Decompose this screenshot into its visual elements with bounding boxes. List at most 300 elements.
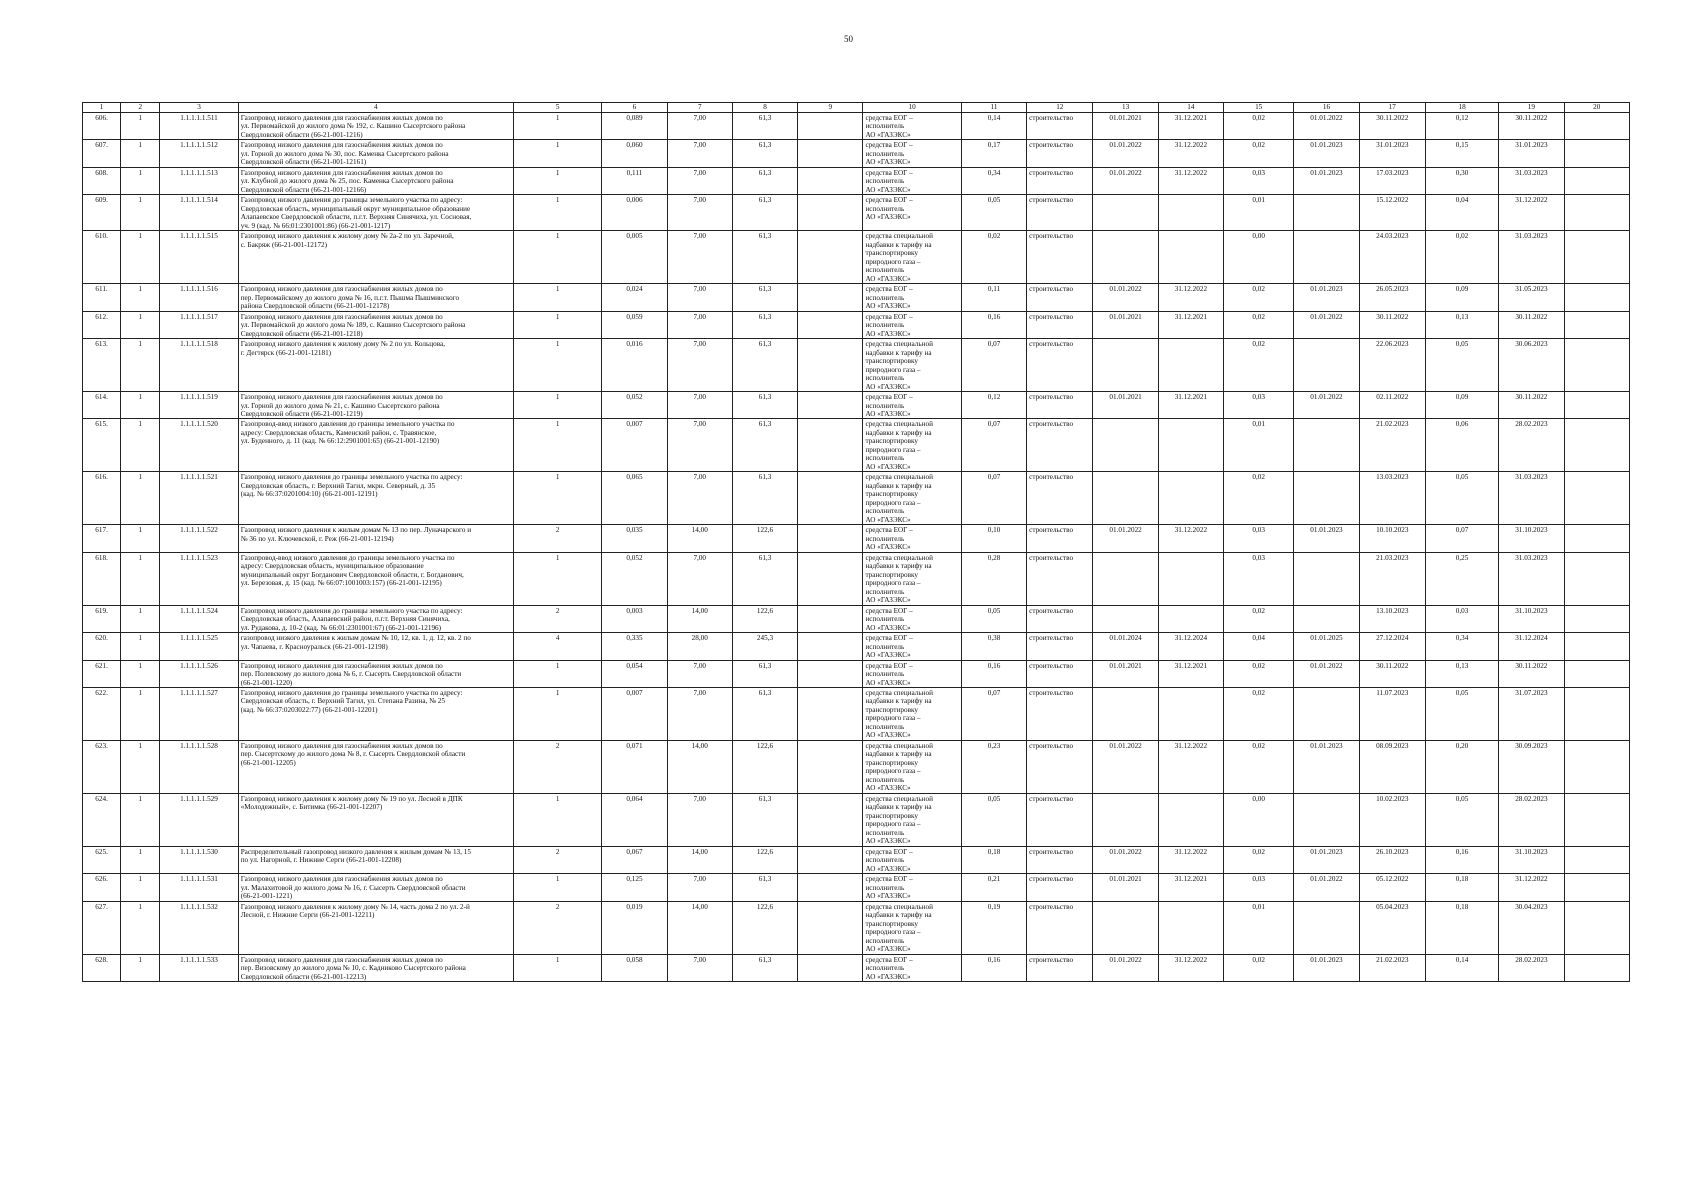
col5-value: 1: [513, 339, 601, 392]
start-date: [1093, 793, 1158, 846]
col7-value: 7,00: [667, 472, 732, 525]
col18-value: 0,03: [1425, 605, 1498, 632]
funding-source: средства специальной надбавки к тарифу на транспортировку природного газа – исполнитель АО «ГАЗЭКС»: [863, 740, 961, 793]
start-date: [1093, 472, 1158, 525]
work-type: строительство: [1027, 660, 1093, 687]
work-type: строительство: [1027, 954, 1093, 981]
col19-date: 31.10.2023: [1499, 605, 1564, 632]
col17-date: 30.11.2022: [1359, 113, 1425, 140]
row-number: 623.: [83, 740, 121, 793]
col18-value: 0,12: [1425, 113, 1498, 140]
col6-value: 0,007: [602, 419, 667, 472]
col9-value: [798, 167, 863, 194]
work-type: строительство: [1027, 140, 1093, 167]
col19-date: 30.09.2023: [1499, 740, 1564, 793]
col11-value: 0,34: [961, 167, 1026, 194]
col17-date: 30.11.2022: [1359, 311, 1425, 338]
col15-value: 0,03: [1224, 552, 1294, 605]
table-row: [83, 167, 1630, 194]
object-description: газопровод низкого давления к жилым домам № 10, 12, кв. 1, д. 12, кв. 2 по ул. Чапаева, г. Красноуральск (66-21-001-12198): [238, 633, 513, 660]
item-code: 1.1.1.1.1.513: [160, 167, 238, 194]
col7-value: 7,00: [667, 113, 732, 140]
funding-source: средства ЕОГ – исполнитель АО «ГАЗЭКС»: [863, 605, 961, 632]
col19-date: 30.11.2022: [1499, 113, 1564, 140]
col11-value: 0,21: [961, 874, 1026, 901]
item-code: 1.1.1.1.1.529: [160, 793, 238, 846]
row-number: 607.: [83, 140, 121, 167]
col7-value: 7,00: [667, 140, 732, 167]
col19-date: 31.07.2023: [1499, 688, 1564, 741]
column-number-header: 10: [863, 103, 961, 113]
work-type: строительство: [1027, 311, 1093, 338]
end-date: [1158, 552, 1223, 605]
funding-source: средства ЕОГ – исполнитель АО «ГАЗЭКС»: [863, 954, 961, 981]
col9-value: [798, 793, 863, 846]
col18-value: 0,05: [1425, 688, 1498, 741]
col16-date: 01.01.2023: [1294, 167, 1359, 194]
col8-value: 61,3: [732, 793, 797, 846]
col15-value: 0,02: [1224, 284, 1294, 311]
col15-value: 0,00: [1224, 793, 1294, 846]
row-number: 616.: [83, 472, 121, 525]
object-description: Газопровод низкого давления для газоснабжения жилых домов по ул. Клубной до жилого дома № 25, пос. Каменка Сысертского района Свердловской области (66-21-001-12166): [238, 167, 513, 194]
col17-date: 05.04.2023: [1359, 901, 1425, 954]
col2-value: 1: [121, 140, 160, 167]
col5-value: 1: [513, 660, 601, 687]
col5-value: 1: [513, 140, 601, 167]
col11-value: 0,07: [961, 472, 1026, 525]
col8-value: 61,3: [732, 113, 797, 140]
col6-value: 0,065: [602, 472, 667, 525]
column-number-header: 19: [1499, 103, 1564, 113]
end-date: 31.12.2022: [1158, 167, 1223, 194]
col9-value: [798, 140, 863, 167]
column-number-header: 2: [121, 103, 160, 113]
col19-date: 31.03.2023: [1499, 472, 1564, 525]
col17-date: 26.10.2023: [1359, 846, 1425, 873]
funding-source: средства ЕОГ – исполнитель АО «ГАЗЭКС»: [863, 874, 961, 901]
item-code: 1.1.1.1.1.519: [160, 392, 238, 419]
col8-value: 122,6: [732, 525, 797, 552]
end-date: 31.12.2022: [1158, 525, 1223, 552]
object-description: Газопровод низкого давления к жилому дому № 19 по ул. Лесной в ДПК «Молодежный», с. Битимка (66-21-001-12207): [238, 793, 513, 846]
row-number: 628.: [83, 954, 121, 981]
table-row: [83, 195, 1630, 231]
item-code: 1.1.1.1.1.524: [160, 605, 238, 632]
item-code: 1.1.1.1.1.527: [160, 688, 238, 741]
funding-source: средства ЕОГ – исполнитель АО «ГАЗЭКС»: [863, 846, 961, 873]
column-number-header: 14: [1158, 103, 1223, 113]
end-date: [1158, 605, 1223, 632]
funding-source: средства специальной надбавки к тарифу на транспортировку природного газа – исполнитель АО «ГАЗЭКС»: [863, 231, 961, 284]
start-date: [1093, 901, 1158, 954]
object-description: Газопровод низкого давления для газоснабжения жилых домов по ул. Первомайской до жилого дома № 189, с. Кашино Сысертского района Свердловской области (66-21-001-1218): [238, 311, 513, 338]
col17-date: 13.10.2023: [1359, 605, 1425, 632]
column-number-header: 8: [732, 103, 797, 113]
col17-date: 13.03.2023: [1359, 472, 1425, 525]
col8-value: 61,3: [732, 167, 797, 194]
col8-value: 122,6: [732, 740, 797, 793]
col18-value: 0,15: [1425, 140, 1498, 167]
col7-value: 7,00: [667, 793, 732, 846]
col17-date: 24.03.2023: [1359, 231, 1425, 284]
funding-source: средства ЕОГ – исполнитель АО «ГАЗЭКС»: [863, 392, 961, 419]
col6-value: 0,052: [602, 392, 667, 419]
col6-value: 0,089: [602, 113, 667, 140]
item-code: 1.1.1.1.1.518: [160, 339, 238, 392]
object-description: Газопровод низкого давления для газоснабжения жилых домов по пер. Сысертскому до жилого дома № 8, г. Сысерть Свердловской области (66-21-001-12205): [238, 740, 513, 793]
col16-date: [1294, 552, 1359, 605]
col11-value: 0,38: [961, 633, 1026, 660]
work-type: строительство: [1027, 167, 1093, 194]
col19-date: 30.06.2023: [1499, 339, 1564, 392]
item-code: 1.1.1.1.1.525: [160, 633, 238, 660]
column-number-header: 7: [667, 103, 732, 113]
col9-value: [798, 846, 863, 873]
object-description: Газопровод низкого давления к жилому дому № 2 по ул. Кольцова, г. Дегтярск (66-21-001-12181): [238, 339, 513, 392]
col20-value: [1564, 472, 1629, 525]
object-description: Газопровод низкого давления для газоснабжения жилых домов по ул. Первомайской до жилого дома № 192, с. Кашино Сысертского района Свердловской области (66-21-001-1216): [238, 113, 513, 140]
col11-value: 0,02: [961, 231, 1026, 284]
funding-source: средства ЕОГ – исполнитель АО «ГАЗЭКС»: [863, 525, 961, 552]
col20-value: [1564, 167, 1629, 194]
col16-date: 01.01.2023: [1294, 140, 1359, 167]
col11-value: 0,16: [961, 954, 1026, 981]
table-row: [83, 525, 1630, 552]
col15-value: 0,04: [1224, 633, 1294, 660]
col7-value: 28,00: [667, 633, 732, 660]
col5-value: 1: [513, 284, 601, 311]
col20-value: [1564, 525, 1629, 552]
work-type: строительство: [1027, 688, 1093, 741]
col8-value: 61,3: [732, 552, 797, 605]
row-number: 624.: [83, 793, 121, 846]
col8-value: 61,3: [732, 339, 797, 392]
col2-value: 1: [121, 846, 160, 873]
work-type: строительство: [1027, 419, 1093, 472]
col20-value: [1564, 311, 1629, 338]
start-date: 01.01.2021: [1093, 113, 1158, 140]
col7-value: 7,00: [667, 195, 732, 231]
col11-value: 0,05: [961, 195, 1026, 231]
col8-value: 61,3: [732, 419, 797, 472]
col20-value: [1564, 140, 1629, 167]
col7-value: 7,00: [667, 874, 732, 901]
col9-value: [798, 688, 863, 741]
col11-value: 0,16: [961, 660, 1026, 687]
col6-value: 0,064: [602, 793, 667, 846]
table-row: [83, 954, 1630, 981]
col19-date: 31.03.2023: [1499, 231, 1564, 284]
col5-value: 1: [513, 874, 601, 901]
table-row: [83, 419, 1630, 472]
col19-date: 31.12.2022: [1499, 195, 1564, 231]
col9-value: [798, 525, 863, 552]
item-code: 1.1.1.1.1.523: [160, 552, 238, 605]
col6-value: 0,052: [602, 552, 667, 605]
col2-value: 1: [121, 195, 160, 231]
col9-value: [798, 552, 863, 605]
row-number: 614.: [83, 392, 121, 419]
end-date: [1158, 419, 1223, 472]
col11-value: 0,28: [961, 552, 1026, 605]
col16-date: 01.01.2023: [1294, 284, 1359, 311]
table-row: [83, 339, 1630, 392]
end-date: 31.12.2022: [1158, 284, 1223, 311]
start-date: 01.01.2021: [1093, 874, 1158, 901]
object-description: Распределительный газопровод низкого давления к жилым домам № 13, 15 по ул. Нагорной, г. Нижние Серги (66-21-001-12208): [238, 846, 513, 873]
col8-value: 245,3: [732, 633, 797, 660]
work-type: строительство: [1027, 113, 1093, 140]
col6-value: 0,019: [602, 901, 667, 954]
col5-value: 1: [513, 392, 601, 419]
item-code: 1.1.1.1.1.514: [160, 195, 238, 231]
end-date: [1158, 901, 1223, 954]
work-type: строительство: [1027, 605, 1093, 632]
col17-date: 21.03.2023: [1359, 552, 1425, 605]
object-description: Газопровод низкого давления для газоснабжения жилых домов по пер. Полевскому до жилого дома № 6, г. Сысерть Свердловской области (66-21-001-1220): [238, 660, 513, 687]
funding-source: средства ЕОГ – исполнитель АО «ГАЗЭКС»: [863, 311, 961, 338]
col20-value: [1564, 113, 1629, 140]
col19-date: 31.10.2023: [1499, 525, 1564, 552]
col15-value: 0,02: [1224, 846, 1294, 873]
col7-value: 7,00: [667, 954, 732, 981]
col18-value: 0,04: [1425, 195, 1498, 231]
col18-value: 0,02: [1425, 231, 1498, 284]
end-date: [1158, 793, 1223, 846]
col8-value: 61,3: [732, 688, 797, 741]
col9-value: [798, 740, 863, 793]
funding-source: средства ЕОГ – исполнитель АО «ГАЗЭКС»: [863, 113, 961, 140]
start-date: [1093, 419, 1158, 472]
col9-value: [798, 605, 863, 632]
col17-date: 27.12.2024: [1359, 633, 1425, 660]
start-date: 01.01.2022: [1093, 167, 1158, 194]
end-date: 31.12.2021: [1158, 660, 1223, 687]
row-number: 617.: [83, 525, 121, 552]
col16-date: 01.01.2022: [1294, 874, 1359, 901]
col8-value: 122,6: [732, 605, 797, 632]
start-date: 01.01.2022: [1093, 846, 1158, 873]
row-number: 609.: [83, 195, 121, 231]
row-number: 618.: [83, 552, 121, 605]
table-row: [83, 552, 1630, 605]
col11-value: 0,05: [961, 605, 1026, 632]
item-code: 1.1.1.1.1.517: [160, 311, 238, 338]
column-number-header: 3: [160, 103, 238, 113]
col5-value: 2: [513, 846, 601, 873]
col16-date: [1294, 472, 1359, 525]
page-number: 50: [844, 34, 853, 44]
item-code: 1.1.1.1.1.532: [160, 901, 238, 954]
col19-date: 30.11.2022: [1499, 660, 1564, 687]
col20-value: [1564, 339, 1629, 392]
col19-date: 30.11.2022: [1499, 392, 1564, 419]
object-description: Газопровод низкого давления до границы земельного участка по адресу: Свердловская область, муниципальный округ муниципальное образование Алапаевское Свердловской области, п.г.т. Верхняя Синячиха, ул. Сосновая, уч. 9 (кад. № 66:01:2301001:86) (66-21-001-1217): [238, 195, 513, 231]
col15-value: 0,02: [1224, 688, 1294, 741]
item-code: 1.1.1.1.1.521: [160, 472, 238, 525]
work-type: строительство: [1027, 525, 1093, 552]
col7-value: 14,00: [667, 740, 732, 793]
item-code: 1.1.1.1.1.520: [160, 419, 238, 472]
col11-value: 0,16: [961, 311, 1026, 338]
funding-source: средства ЕОГ – исполнитель АО «ГАЗЭКС»: [863, 660, 961, 687]
table-row: [83, 846, 1630, 873]
col6-value: 0,067: [602, 846, 667, 873]
row-number: 615.: [83, 419, 121, 472]
col17-date: 11.07.2023: [1359, 688, 1425, 741]
col17-date: 21.02.2023: [1359, 419, 1425, 472]
col9-value: [798, 284, 863, 311]
end-date: [1158, 339, 1223, 392]
work-type: строительство: [1027, 874, 1093, 901]
end-date: 31.12.2021: [1158, 113, 1223, 140]
col2-value: 1: [121, 113, 160, 140]
item-code: 1.1.1.1.1.516: [160, 284, 238, 311]
col18-value: 0,05: [1425, 793, 1498, 846]
start-date: 01.01.2022: [1093, 954, 1158, 981]
col7-value: 7,00: [667, 231, 732, 284]
column-number-header: 12: [1027, 103, 1093, 113]
col15-value: 0,01: [1224, 419, 1294, 472]
col16-date: 01.01.2023: [1294, 954, 1359, 981]
col16-date: [1294, 419, 1359, 472]
col8-value: 61,3: [732, 284, 797, 311]
funding-source: средства ЕОГ – исполнитель АО «ГАЗЭКС»: [863, 284, 961, 311]
col17-date: 21.02.2023: [1359, 954, 1425, 981]
col2-value: 1: [121, 688, 160, 741]
work-type: строительство: [1027, 633, 1093, 660]
col9-value: [798, 472, 863, 525]
table-row: [83, 113, 1630, 140]
end-date: 31.12.2022: [1158, 846, 1223, 873]
start-date: 01.01.2022: [1093, 284, 1158, 311]
col6-value: 0,335: [602, 633, 667, 660]
work-type: строительство: [1027, 231, 1093, 284]
col7-value: 7,00: [667, 311, 732, 338]
col18-value: 0,07: [1425, 525, 1498, 552]
column-number-header: 15: [1224, 103, 1294, 113]
table-row: [83, 660, 1630, 687]
end-date: 31.12.2021: [1158, 311, 1223, 338]
table-row: [83, 688, 1630, 741]
col16-date: 01.01.2022: [1294, 311, 1359, 338]
col20-value: [1564, 419, 1629, 472]
col6-value: 0,005: [602, 231, 667, 284]
col16-date: [1294, 231, 1359, 284]
col2-value: 1: [121, 311, 160, 338]
col6-value: 0,058: [602, 954, 667, 981]
start-date: 01.01.2021: [1093, 311, 1158, 338]
work-type: строительство: [1027, 740, 1093, 793]
col2-value: 1: [121, 231, 160, 284]
row-number: 625.: [83, 846, 121, 873]
col6-value: 0,059: [602, 311, 667, 338]
end-date: 31.12.2021: [1158, 392, 1223, 419]
col18-value: 0,05: [1425, 472, 1498, 525]
col18-value: 0,13: [1425, 660, 1498, 687]
col19-date: 31.12.2022: [1499, 874, 1564, 901]
funding-source: средства ЕОГ – исполнитель АО «ГАЗЭКС»: [863, 140, 961, 167]
end-date: 31.12.2021: [1158, 874, 1223, 901]
col7-value: 7,00: [667, 392, 732, 419]
col7-value: 14,00: [667, 846, 732, 873]
col18-value: 0,25: [1425, 552, 1498, 605]
col17-date: 05.12.2022: [1359, 874, 1425, 901]
col15-value: 0,02: [1224, 954, 1294, 981]
col9-value: [798, 392, 863, 419]
col18-value: 0,18: [1425, 874, 1498, 901]
col8-value: 61,3: [732, 231, 797, 284]
work-type: строительство: [1027, 846, 1093, 873]
funding-source: средства специальной надбавки к тарифу на транспортировку природного газа – исполнитель АО «ГАЗЭКС»: [863, 419, 961, 472]
col15-value: 0,00: [1224, 231, 1294, 284]
row-number: 621.: [83, 660, 121, 687]
column-number-header: 18: [1425, 103, 1498, 113]
col18-value: 0,34: [1425, 633, 1498, 660]
end-date: [1158, 195, 1223, 231]
col20-value: [1564, 660, 1629, 687]
start-date: [1093, 339, 1158, 392]
work-type: строительство: [1027, 901, 1093, 954]
col18-value: 0,13: [1425, 311, 1498, 338]
start-date: 01.01.2022: [1093, 140, 1158, 167]
object-description: Газопровод низкого давления для газоснабжения жилых домов по пер. Первомайскому до жилого дома № 16, п.г.т. Пышма Пышминского района Свердловской области (66-21-001-12178): [238, 284, 513, 311]
col19-date: 31.03.2023: [1499, 552, 1564, 605]
col15-value: 0,02: [1224, 339, 1294, 392]
col20-value: [1564, 284, 1629, 311]
col16-date: [1294, 901, 1359, 954]
work-type: строительство: [1027, 339, 1093, 392]
end-date: [1158, 688, 1223, 741]
col19-date: 28.02.2023: [1499, 419, 1564, 472]
column-number-header: 9: [798, 103, 863, 113]
col15-value: 0,02: [1224, 660, 1294, 687]
item-code: 1.1.1.1.1.515: [160, 231, 238, 284]
object-description: Газопровод низкого давления для газоснабжения жилых домов по ул. Горной до жилого дома № 30, пос. Каменка Сысертского района Свердловской области (66-21-001-12161): [238, 140, 513, 167]
col11-value: 0,07: [961, 688, 1026, 741]
col20-value: [1564, 793, 1629, 846]
start-date: 01.01.2022: [1093, 740, 1158, 793]
funding-source: средства специальной надбавки к тарифу на транспортировку природного газа – исполнитель АО «ГАЗЭКС»: [863, 472, 961, 525]
col2-value: 1: [121, 284, 160, 311]
col8-value: 61,3: [732, 140, 797, 167]
col19-date: 31.10.2023: [1499, 846, 1564, 873]
col8-value: 61,3: [732, 472, 797, 525]
column-number-header: 5: [513, 103, 601, 113]
column-number-header: 13: [1093, 103, 1158, 113]
funding-source: средства специальной надбавки к тарифу на транспортировку природного газа – исполнитель АО «ГАЗЭКС»: [863, 339, 961, 392]
col2-value: 1: [121, 874, 160, 901]
row-number: 620.: [83, 633, 121, 660]
row-number: 613.: [83, 339, 121, 392]
table-row: [83, 633, 1630, 660]
col16-date: 01.01.2023: [1294, 846, 1359, 873]
col9-value: [798, 901, 863, 954]
column-number-row: [83, 103, 1630, 113]
col18-value: 0,05: [1425, 339, 1498, 392]
col20-value: [1564, 740, 1629, 793]
work-type: строительство: [1027, 284, 1093, 311]
funding-source: средства специальной надбавки к тарифу на транспортировку природного газа – исполнитель АО «ГАЗЭКС»: [863, 901, 961, 954]
col20-value: [1564, 688, 1629, 741]
col9-value: [798, 113, 863, 140]
col15-value: 0,02: [1224, 140, 1294, 167]
col20-value: [1564, 195, 1629, 231]
col17-date: 22.06.2023: [1359, 339, 1425, 392]
col2-value: 1: [121, 660, 160, 687]
column-number-header: 11: [961, 103, 1026, 113]
